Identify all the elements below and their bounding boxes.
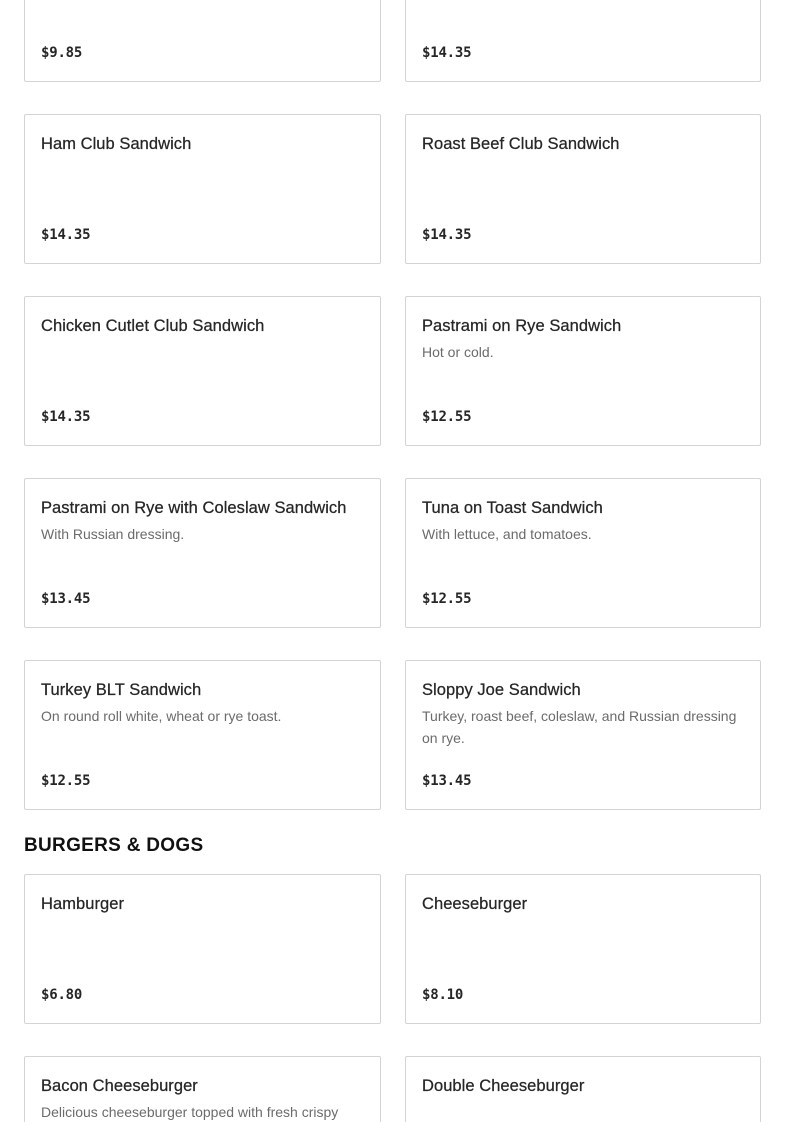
menu-item-card[interactable] — [24, 874, 381, 1024]
item-description: On round roll white, wheat or rye toast. — [41, 708, 282, 724]
menu-item-card[interactable] — [405, 0, 761, 82]
item-description: Delicious cheeseburger topped with fresh crispy — [41, 1104, 339, 1120]
item-description: With lettuce, and tomatoes. — [422, 526, 592, 542]
item-name: Sloppy Joe Sandwich — [422, 681, 581, 699]
item-name: Ham Club Sandwich — [41, 135, 192, 153]
item-price: $14.35 — [422, 45, 472, 61]
sandwich-grid — [24, 0, 761, 810]
menu-item-card[interactable] — [24, 478, 381, 628]
menu-item-card[interactable] — [405, 1056, 761, 1122]
menu-item-card[interactable] — [24, 0, 381, 82]
item-price: $9.85 — [41, 45, 83, 61]
item-name: Pastrami on Rye with Coleslaw Sandwich — [41, 499, 347, 517]
item-name: Tuna on Toast Sandwich — [422, 499, 603, 517]
item-price: $13.45 — [41, 591, 91, 607]
menu-item-card[interactable] — [24, 1056, 381, 1122]
item-price: $12.55 — [422, 409, 472, 425]
item-price: $14.35 — [41, 227, 91, 243]
menu-item-card[interactable] — [24, 114, 381, 264]
menu-item-card[interactable] — [405, 478, 761, 628]
menu-item-card[interactable] — [405, 296, 761, 446]
menu-item-card[interactable] — [24, 296, 381, 446]
item-price: $14.35 — [422, 227, 472, 243]
item-price: $13.45 — [422, 773, 472, 789]
burgers-grid — [24, 874, 761, 1122]
item-name: Chicken Cutlet Club Sandwich — [41, 317, 265, 335]
item-name: Cheeseburger — [422, 895, 528, 913]
menu-item-card[interactable] — [405, 874, 761, 1024]
item-price: $6.80 — [41, 987, 83, 1003]
item-price: $12.55 — [41, 773, 91, 789]
item-description: Hot or cold. — [422, 344, 494, 360]
item-name: Bacon Cheeseburger — [41, 1077, 198, 1095]
item-description: Turkey, roast beef, coleslaw, and Russian dressing on rye. — [422, 708, 737, 746]
item-name: Turkey BLT Sandwich — [41, 681, 202, 699]
item-price: $14.35 — [41, 409, 91, 425]
item-description: With Russian dressing. — [41, 526, 185, 542]
menu-item-card[interactable] — [405, 660, 761, 810]
item-price: $12.55 — [422, 591, 472, 607]
item-name: Hamburger — [41, 895, 124, 913]
item-name: Double Cheeseburger — [422, 1077, 585, 1095]
menu-item-card[interactable] — [405, 114, 761, 264]
item-price: $8.10 — [422, 987, 464, 1003]
item-name: Roast Beef Club Sandwich — [422, 135, 620, 153]
menu-item-card[interactable] — [24, 660, 381, 810]
section-title-burgers: BURGERS & DOGS — [24, 835, 204, 856]
item-name: Pastrami on Rye Sandwich — [422, 317, 622, 335]
